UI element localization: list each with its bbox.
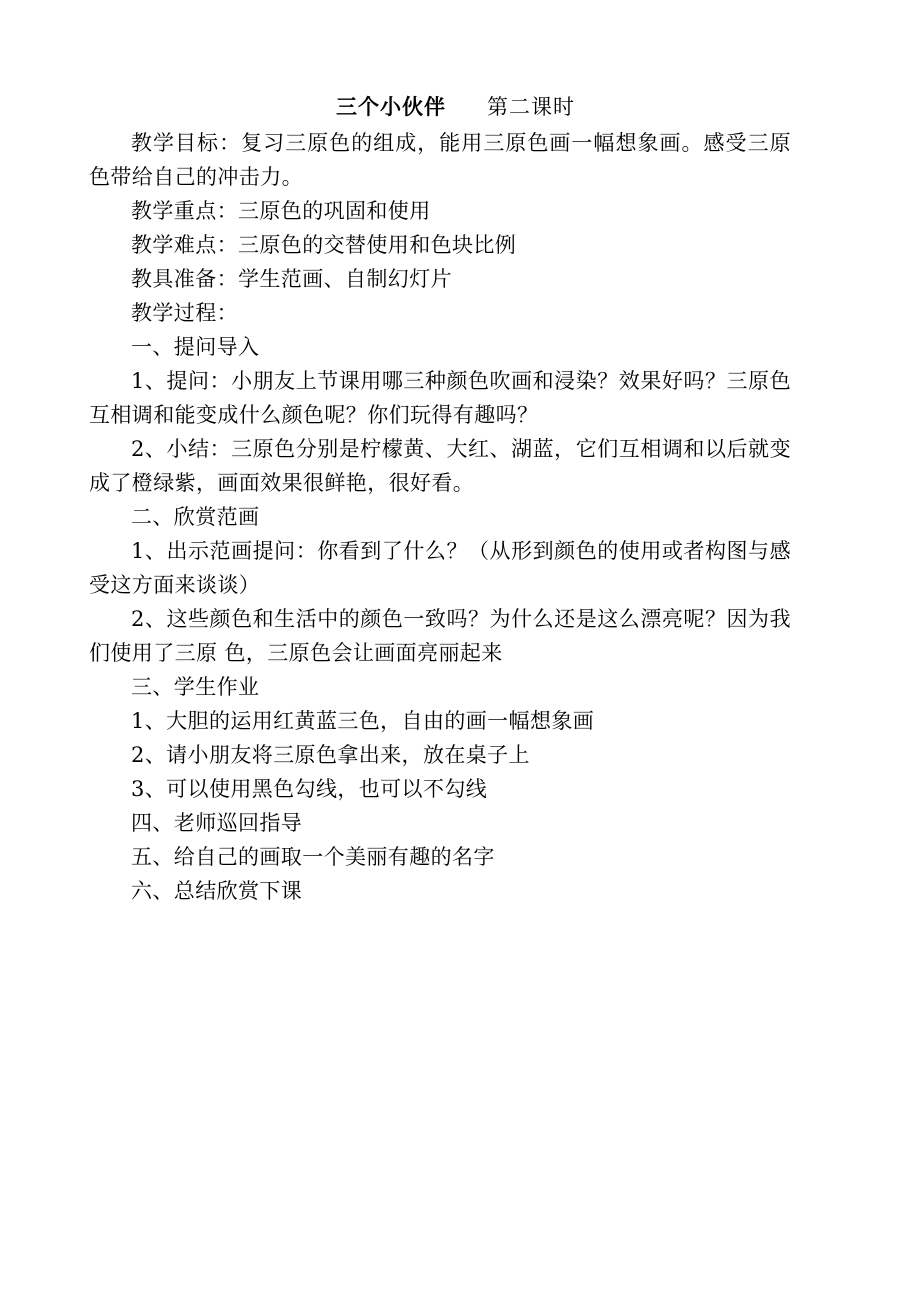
teaching-process-heading: 教学过程： <box>131 301 238 325</box>
section-heading: 四、老师巡回指导 <box>131 811 303 835</box>
lesson-period: 第二课时 <box>487 95 575 119</box>
list-item: 2、请小朋友将三原色拿出来，放在桌子上 <box>131 743 530 767</box>
teaching-materials-paragraph: 教具准备：学生范画、自制幻灯片 <box>131 267 452 291</box>
section-heading: 六、总结欣赏下课 <box>131 879 303 903</box>
list-item: 1、大胆的运用红黄蓝三色，自由的画一幅想象画 <box>131 709 595 733</box>
section-heading: 三、学生作业 <box>131 675 260 699</box>
list-item: 2、小结：三原色分别是柠檬黄、大红、湖蓝，它们互相调和以后就变成了橙绿紫，画面效果很鲜艳，很好看。 <box>89 437 791 495</box>
teaching-goal-paragraph: 教学目标：复习三原色的组成，能用三原色画一幅想象画。感受三原色带给自己的冲击力。 <box>89 131 791 189</box>
list-item: 2、这些颜色和生活中的颜色一致吗？为什么还是这么漂亮呢？因为我们使用了三原 色，三原色会让画面亮丽起来 <box>89 607 791 665</box>
teaching-focus-paragraph: 教学重点：三原色的巩固和使用 <box>131 199 431 223</box>
section-heading: 五、给自己的画取一个美丽有趣的名字 <box>131 845 495 869</box>
document-title-line <box>89 92 791 126</box>
document-body <box>89 92 791 908</box>
section-heading: 二、欣赏范画 <box>131 505 260 529</box>
list-item: 1、出示范画提问：你看到了什么？（从形到颜色的使用或者构图与感受这方面来谈谈） <box>89 539 791 597</box>
section-heading: 一、提问导入 <box>131 335 260 359</box>
lesson-title: 三个小伙伴 <box>336 94 446 119</box>
list-item: 1、提问：小朋友上节课用哪三种颜色吹画和浸染？效果好吗？三原色互相调和能变成什么颜色呢？你们玩得有趣吗？ <box>89 369 791 427</box>
list-item: 3、可以使用黑色勾线，也可以不勾线 <box>131 777 488 801</box>
teaching-difficulty-paragraph: 教学难点：三原色的交替使用和色块比例 <box>131 233 517 257</box>
